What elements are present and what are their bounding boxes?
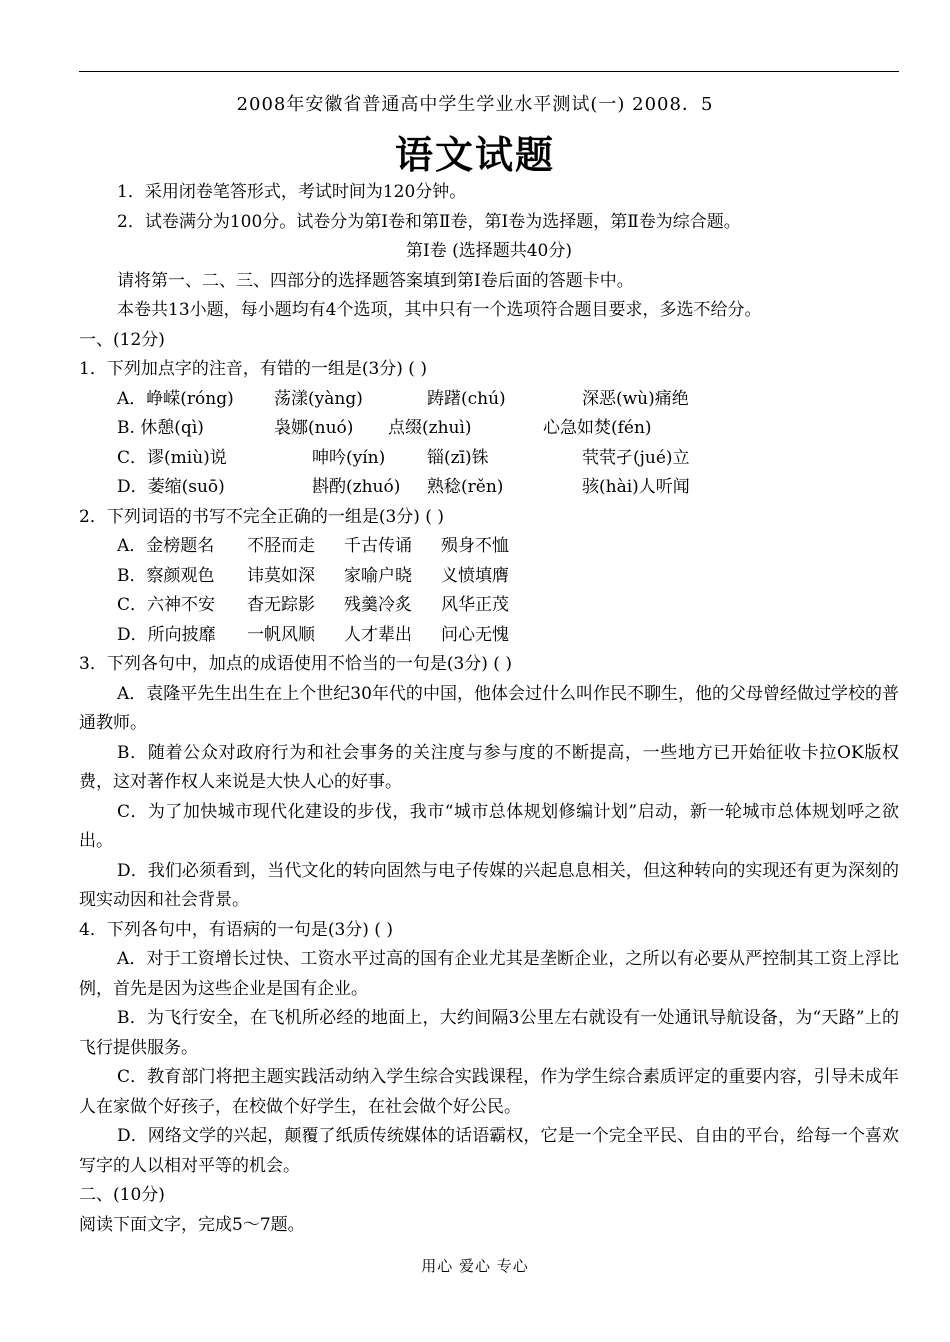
top-divider	[79, 71, 899, 72]
question-1-option-a	[79, 385, 899, 415]
option-item: 风华正茂	[441, 595, 509, 615]
question-3-option-b: B．随着公众对政府行为和社会事务的关注度与参与度的不断提高，一些地方已开始征收卡拉OK版权费，这对著作权人来说是大快人心的好事。	[79, 742, 899, 792]
question-4-option-c: C．教育部门将把主题实践活动纳入学生综合实践课程，作为学生综合素质评定的重要内容，引导未成年人在家做个好孩子，在校做个好学生，在社会做个好公民。	[79, 1067, 899, 1117]
exam-body	[79, 178, 899, 1240]
option-item: 问心无愧	[441, 624, 509, 645]
option-item: A．峥嵘(róng)	[117, 388, 234, 409]
option-item: 不胫而走	[247, 536, 315, 556]
instruction-2: 本卷共13小题，每小题均有4个选项，其中只有一个选项符合题目要求，多选不给分。	[117, 300, 762, 320]
question-4-option-a: A．对于工资增长过快、工资水平过高的国有企业尤其是垄断企业，之所以有必要从严控制其工资上浮比例，首先是因为这些企业是国有企业。	[79, 949, 899, 999]
exam-header: 2008年安徽省普通高中学生学业水平测试(一) 2008．5	[236, 94, 714, 115]
page-title: 语文试题	[394, 133, 555, 177]
question-3-option-a: A．袁隆平先生出生在上个世纪30年代的中国，他体会过什么叫作民不聊生，他的父母曾经做过学校的普通教师。	[79, 683, 899, 733]
option-item: A．金榜题名	[117, 536, 215, 556]
option-item: 踌躇(chú)	[427, 388, 506, 409]
option-item: 讳莫如深	[247, 565, 315, 586]
question-4-option-d: D．网络文学的兴起，颠覆了纸质传统媒体的话语霸权，它是一个完全平民、自由的平台，给每一个喜欢写字的人以相对平等的机会。	[79, 1126, 899, 1176]
option-item: 千古传诵	[344, 536, 412, 556]
option-item: 家喻户晓	[344, 565, 412, 586]
option-item: 点缀(zhuì)	[388, 418, 472, 438]
question-3-option-c: C．为了加快城市现代化建设的步伐，我市“城市总体规划修编计划”启动，新一轮城市总体规划呼之欲出。	[79, 801, 899, 851]
question-2-option-d	[79, 621, 899, 651]
option-item: 骇(hài)人听闻	[582, 477, 690, 497]
option-item: B．察颜观色	[117, 565, 215, 586]
option-item: 殒身不恤	[441, 536, 509, 556]
option-item: 深恶(wù)痛绝	[582, 388, 689, 409]
section-1-heading: 一、(12分)	[79, 329, 165, 350]
reading-intro: 阅读下面文字，完成5～7题。	[79, 1214, 305, 1235]
option-item: 锱(zī)铢	[427, 447, 489, 468]
option-item: B. 休憩(qì)	[117, 418, 204, 438]
question-1-option-d	[79, 473, 899, 503]
question-1-option-b	[79, 414, 899, 444]
question-1-option-c	[79, 444, 899, 474]
option-item: 斟酌(zhuó)	[312, 477, 401, 497]
question-1-stem: 1．下列加点字的注音，有错的一组是(3分) ( )	[79, 359, 427, 379]
question-2-option-c	[79, 591, 899, 621]
option-item: D．萎缩(suō)	[117, 477, 225, 497]
note-2: 2．试卷满分为100分。试卷分为第Ⅰ卷和第Ⅱ卷，第Ⅰ卷为选择题，第Ⅱ卷为综合题。	[117, 211, 741, 232]
option-item: 一帆风顺	[247, 624, 315, 645]
option-item: 茕茕孑(jué)立	[582, 447, 690, 468]
question-4-option-b: B．为飞行安全，在飞机所必经的地面上，大约间隔3公里左右就设有一处通讯导航设备，为“天路”上的飞行提供服务。	[79, 1008, 899, 1058]
note-1: 1．采用闭卷笔答形式，考试时间为120分钟。	[117, 182, 467, 202]
option-item: 熟稔(rěn)	[427, 477, 504, 497]
question-2-option-b	[79, 562, 899, 592]
option-item: 袅娜(nuó)	[274, 418, 354, 438]
option-item: 人才辈出	[344, 624, 412, 645]
part1-title: 第Ⅰ卷 (选择题共40分)	[405, 241, 572, 261]
option-item: D．所向披靡	[117, 624, 216, 645]
option-item: 荡漾(yàng)	[274, 388, 363, 409]
question-2-option-a	[79, 532, 899, 562]
option-item: 杳无踪影	[247, 595, 315, 615]
page-footer: 用心 爱心 专心	[421, 1257, 529, 1275]
instruction-1: 请将第一、二、三、四部分的选择题答案填到第Ⅰ卷后面的答题卡中。	[117, 270, 634, 291]
question-2-stem: 2．下列词语的书写不完全正确的一组是(3分) ( )	[79, 506, 444, 527]
question-3-option-d: D．我们必须看到，当代文化的转向固然与电子传媒的兴起息息相关，但这种转向的实现还有更为深刻的现实动因和社会背景。	[79, 860, 899, 910]
option-item: C．六神不安	[117, 595, 216, 615]
option-item: C．谬(miù)说	[117, 447, 227, 468]
question-3-stem: 3．下列各句中，加点的成语使用不恰当的一句是(3分) ( )	[79, 654, 512, 674]
section-2-heading: 二、(10分)	[79, 1185, 165, 1205]
question-4-stem: 4．下列各句中，有语病的一句是(3分) ( )	[79, 919, 393, 940]
option-item: 心急如焚(fén)	[543, 418, 652, 438]
option-item: 义愤填膺	[441, 565, 509, 586]
option-item: 呻吟(yín)	[312, 447, 386, 468]
option-item: 残羹冷炙	[344, 595, 412, 615]
